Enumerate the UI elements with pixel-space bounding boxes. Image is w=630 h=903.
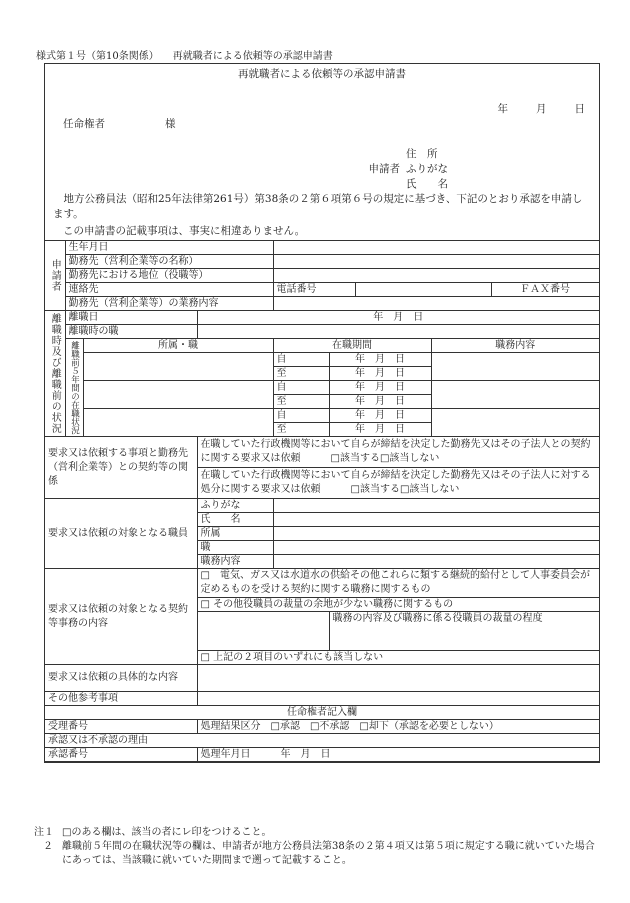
contact-label: 連絡先: [65, 283, 273, 297]
retire-date-label: 離職日: [65, 311, 197, 325]
duties-field-3[interactable]: [431, 409, 599, 437]
business-field[interactable]: [273, 297, 599, 311]
result-row: [197, 720, 599, 734]
target-section-header: 要求又は依頼の対象となる職員: [45, 499, 197, 569]
reason-label: 承認又は不承認の理由: [48, 735, 148, 746]
to-label-1: 至: [273, 367, 329, 381]
applicant-section-header: 申請者: [45, 241, 65, 311]
affairs-option-1[interactable]: □ 電気、ガス又は水道水の供給その他これらに類する継続的給付として人事委員会が定めるものを受ける契約に関する職務に関するもの: [197, 569, 599, 598]
retire-date-field[interactable]: 年 月 日: [197, 311, 599, 325]
other-label: その他参考事項: [45, 692, 197, 706]
proc-date-label: 処理年月日: [200, 749, 251, 760]
retire-post-field[interactable]: [197, 325, 599, 339]
application-table: [45, 241, 599, 762]
proc-date-row: [197, 748, 599, 762]
target-duties-label: 職務内容: [197, 555, 273, 569]
target-name-field[interactable]: [273, 513, 599, 527]
phone-label: 電話番号: [273, 283, 355, 297]
to-date-3[interactable]: 年 月 日: [329, 423, 431, 437]
target-duties-field[interactable]: [273, 555, 599, 569]
body-text: 地方公務員法（昭和25年法律第261号）第38条の２第６項第６号の規定に基づき、下記のとおり承認を申請します。: [53, 193, 583, 220]
to-date-1[interactable]: 年 月 日: [329, 367, 431, 381]
from-date-3[interactable]: 年 月 日: [329, 409, 431, 423]
proc-date-field[interactable]: 年 月 日: [280, 749, 331, 760]
contract-section-header: 要求又は依頼する事項と勤務先（営利企業等）との契約等の関係: [45, 437, 197, 499]
confirm-text: この申請書の記載事項は、事実に相違ありません。: [63, 225, 306, 237]
employer-field[interactable]: [273, 255, 599, 269]
target-furigana-label: ふりがな: [197, 499, 273, 513]
dept-field-2[interactable]: [83, 381, 273, 409]
position-label: 勤務先における地位（役職等）: [65, 269, 273, 283]
position-field[interactable]: [273, 269, 599, 283]
addressee: [63, 116, 176, 131]
duties-field-2[interactable]: [431, 381, 599, 409]
affairs-option-2[interactable]: □ その他役職員の裁量の余地が少ない職務に関するもの: [197, 598, 599, 612]
retire-section-header: 離職時及び離職前の状況: [45, 311, 65, 437]
date-line[interactable]: 年 月 日: [497, 103, 585, 115]
result-options[interactable]: □承認 □不承認 □却下（承認を必要としない）: [270, 721, 499, 732]
to-label-2: 至: [273, 395, 329, 409]
phone-field[interactable]: [355, 283, 491, 297]
target-post-field[interactable]: [273, 541, 599, 555]
from-label-2: 自: [273, 381, 329, 395]
fax-label: ＦＡＸ番号: [491, 283, 599, 297]
applicant-label: 申請者: [368, 163, 400, 175]
col-period-header: 在職期間: [273, 339, 431, 353]
affairs-discretion-spacer: [197, 612, 329, 651]
to-label-3: 至: [273, 423, 329, 437]
application-form: [44, 63, 600, 763]
employer-label: 勤務先（営利企業等の名称）: [65, 255, 273, 269]
from-label-1: 自: [273, 353, 329, 367]
from-label-3: 自: [273, 409, 329, 423]
from-date-2[interactable]: 年 月 日: [329, 381, 431, 395]
specific-field[interactable]: [197, 665, 599, 692]
page-title: 再就職者による依頼等の承認申請書: [238, 68, 406, 80]
applicant-name-label: 氏 名: [406, 178, 448, 190]
five-year-header: 離職前５年間の在職状況: [65, 339, 83, 437]
note-1: 注１ □のある欄は、該当の者にレ印をつけること。: [34, 827, 272, 838]
contract-checkbox-1[interactable]: □該当する□該当しない: [330, 453, 440, 464]
addressee-suffix: 様: [165, 118, 176, 130]
other-field[interactable]: [197, 692, 599, 706]
col-dept-header: 所属・職: [83, 339, 273, 353]
birth-label: 生年月日: [65, 241, 273, 255]
contract-row-1: 在職していた行政機関等において自らが締結を決定した勤務先又はその子法人との契約に関する要求又は依頼 □該当する□該当しない: [197, 437, 599, 468]
result-label: 処理結果区分: [200, 721, 261, 732]
addressee-label: 任命権者: [63, 118, 105, 130]
col-duties-header: 職務内容: [431, 339, 599, 353]
receipt-label: 受理番号: [45, 720, 197, 734]
intro-section: [45, 64, 599, 241]
notes: [34, 826, 604, 868]
target-furigana-field[interactable]: [273, 499, 599, 513]
form-number: 様式第１号（第10条関係）: [36, 51, 159, 62]
applicant-block: [353, 146, 452, 191]
note-2: ２ 離職前５年間の在職状況等の欄は、申請者が地方公務員法第38条の２第４項又は第５項に規定する職に就いていた場合にあっては、当該職に就いていた期間まで遡って記載すること。: [43, 841, 595, 866]
dept-field-3[interactable]: [83, 409, 273, 437]
target-post-label: 職: [197, 541, 273, 555]
form-header: [36, 47, 333, 62]
approval-no-label: 承認番号: [45, 748, 197, 762]
affairs-option-3[interactable]: □ 上記の２項目のいずれにも該当しない: [197, 651, 599, 665]
affairs-discretion-label[interactable]: 職務の内容及び職務に係る役職員の裁量の程度: [329, 612, 599, 651]
business-label: 勤務先（営利企業等）の業務内容: [65, 297, 273, 311]
contract-row-2: 在職していた行政機関等において自らが締結を決定した勤務先又はその子法人に対する処分に関する要求又は依頼 □該当する□該当しない: [197, 468, 599, 499]
target-dept-field[interactable]: [273, 527, 599, 541]
contract-checkbox-2[interactable]: □該当する□該当しない: [350, 484, 460, 495]
applicant-address-label: 住 所: [406, 148, 438, 160]
affairs-section-header: 要求又は依頼の対象となる契約等事務の内容: [45, 569, 197, 665]
specific-label: 要求又は依頼の具体的な内容: [45, 665, 197, 692]
to-date-2[interactable]: 年 月 日: [329, 395, 431, 409]
from-date-1[interactable]: 年 月 日: [329, 353, 431, 367]
target-name-label: 氏 名: [197, 513, 273, 527]
reason-row[interactable]: [45, 734, 599, 748]
target-dept-label: 所属: [197, 527, 273, 541]
dept-field-1[interactable]: [83, 353, 273, 381]
form-header-title: 再就職者による依頼等の承認申請書: [172, 51, 333, 62]
retire-post-label: 離職時の職: [65, 325, 197, 339]
duties-field-1[interactable]: [431, 353, 599, 381]
applicant-furigana-label: ふりがな: [406, 163, 448, 175]
birth-field[interactable]: [273, 241, 599, 255]
authority-section-header: 任命権者記入欄: [45, 706, 599, 720]
